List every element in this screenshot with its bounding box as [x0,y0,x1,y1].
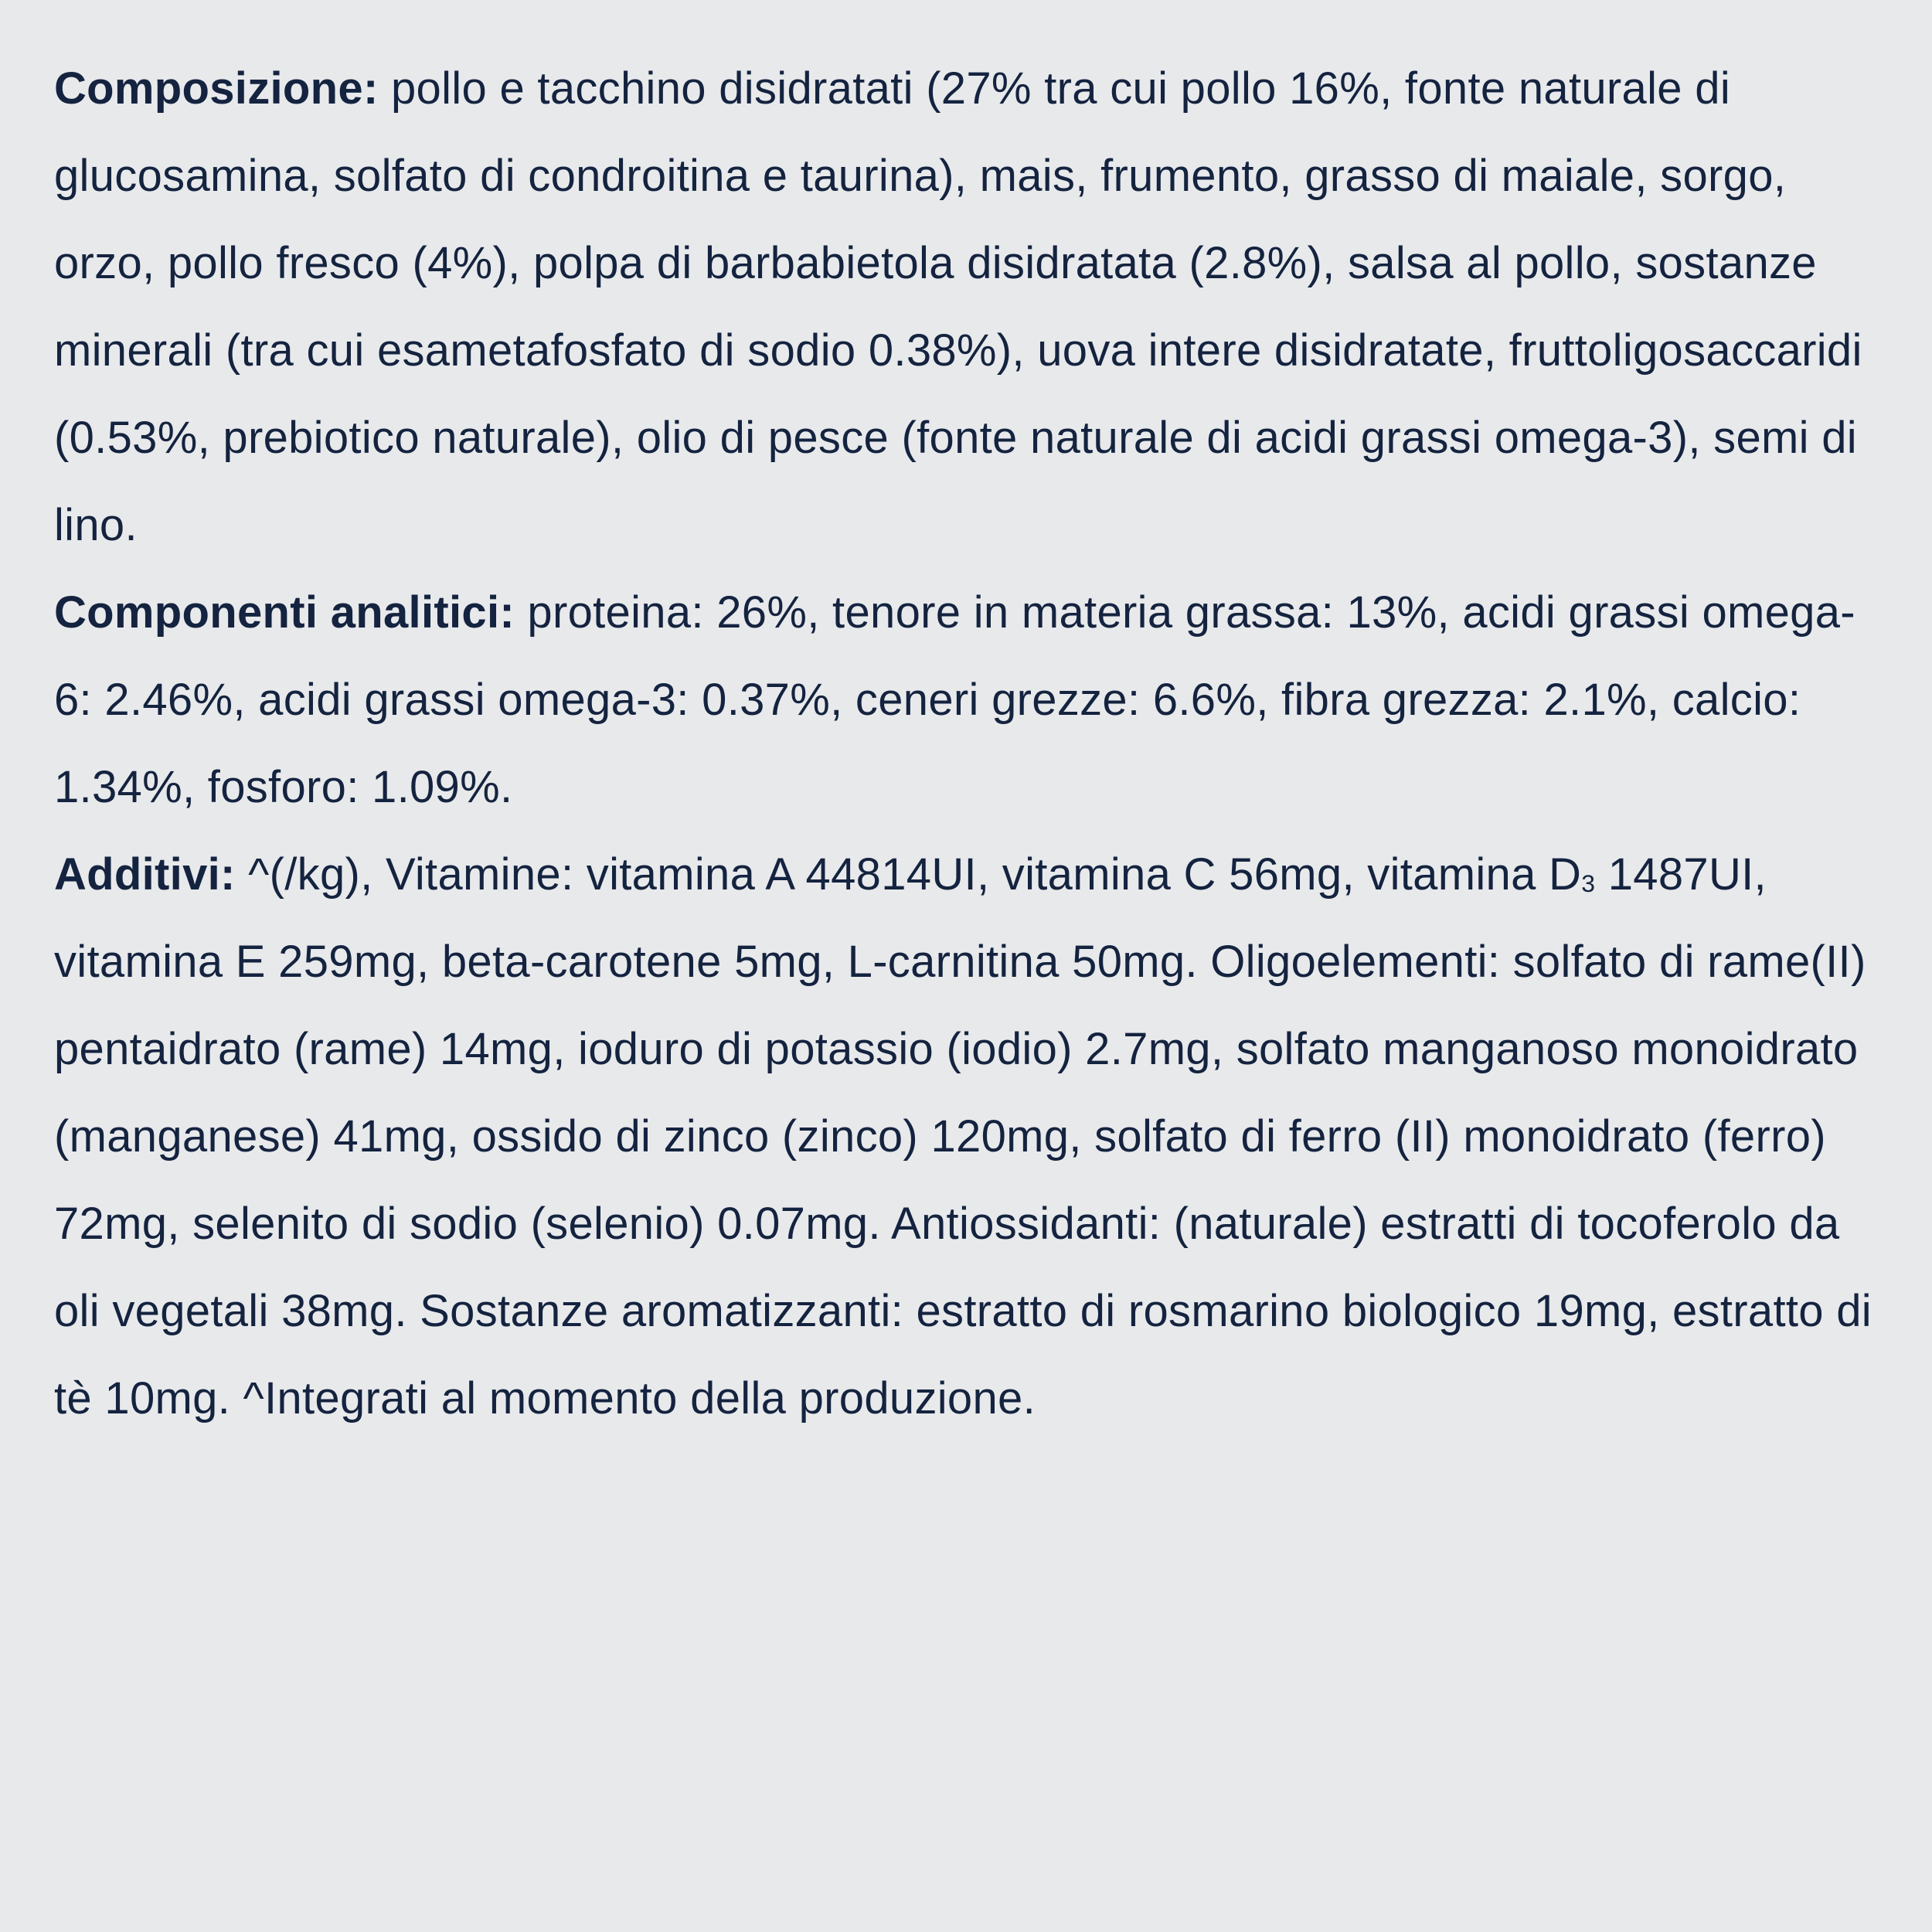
analytical-text: proteina: 26%, tenore in materia grassa: 13%, acidi grassi omega-6: 2.46%, acidi grassi omega-3: 0.37%, ceneri grezze: 6.6%, fibra grezza: 2.1%, calcio: 1.34%, fosforo: 1.09%. [54,587,1855,812]
composition-heading: Composizione: [54,63,391,114]
composition-text: pollo e tacchino disidratati (27% tra cui pollo 16%, fonte naturale di glucosamina, solfato di condroitina e taurina), mais, frumento, grasso di maiale, sorgo, orzo, pollo fresco (4%), polpa di barbabietola disidratata (2.8%), salsa al pollo, sostanze minerali (tra cui esametafosfato di sodio 0.38%), uova intere disidratate, fruttoligosaccaridi (0.53%, prebiotico naturale), olio di pesce (fonte naturale di acidi grassi omega-3), semi di lino. [54,63,1862,550]
additives-heading: Additivi: [54,849,249,900]
additives-text-rest: 1487UI, vitamina E 259mg, beta-carotene 5mg, L-carnitina 50mg. Oligoelementi: solfato di rame(II) pentaidrato (rame) 14mg, ioduro di potassio (iodio) 2.7mg, solfato manganoso monoidrato (manganese) 41mg, ossido di zinco (zinco) 120mg, solfato di ferro (II) monoidrato (ferro) 72mg, selenito di sodio (selenio) 0.07mg. Antiossidanti: (naturale) estratti di tocoferolo da oli vegetali 38mg. Sostanze aromatizzanti: estratto di rosmarino biologico 19mg, estratto di tè 10mg. ^Integrati al momento della produzione. [54,849,1872,1423]
composition-section [54,45,1886,569]
additives-text-start: ^(/kg), Vitamine: vitamina A 44814UI, vitamina C 56mg, vitamina D [248,849,1582,900]
ingredient-label [54,45,1886,1442]
vitamin-d-subscript: 3 [1581,869,1596,898]
additives-section [54,831,1886,1442]
analytical-heading: Componenti analitici: [54,587,528,638]
analytical-section [54,569,1886,831]
